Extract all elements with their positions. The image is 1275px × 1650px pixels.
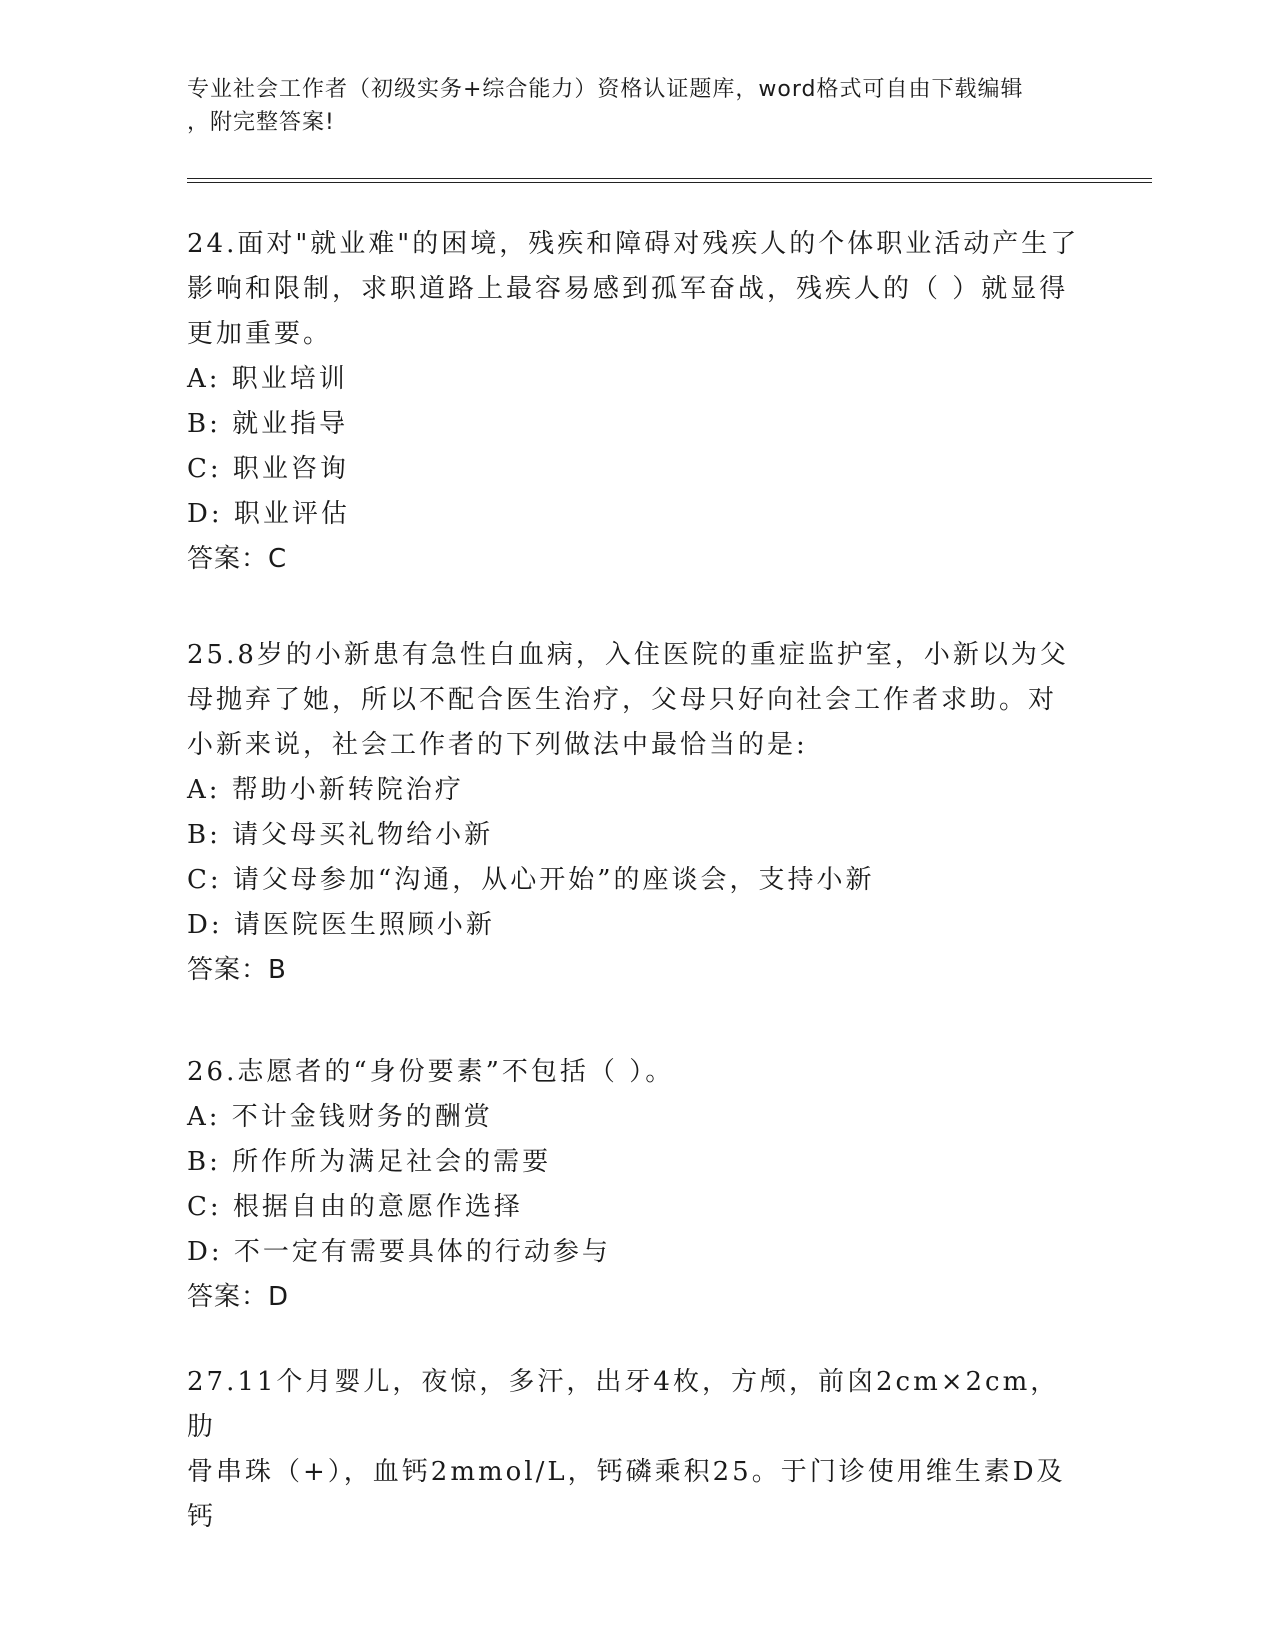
answer: 答案：B: [187, 955, 287, 985]
question-stem-line: 24.面对"就业难"的困境，残疾和障碍对残疾人的个体职业活动产生了: [187, 229, 1080, 259]
question-stem-line: 26.志愿者的“身份要素”不包括（ ）。: [187, 1057, 675, 1087]
answer: 答案：D: [187, 1282, 290, 1312]
question-26: [187, 1050, 1087, 1320]
header-line-2: ，附完整答案!: [187, 110, 335, 135]
option-c: C: 请父母参加“沟通，从心开始”的座谈会，支持小新: [187, 865, 875, 895]
header-divider-bottom: [187, 182, 1152, 183]
option-b: B: 就业指导: [187, 409, 349, 439]
question-stem-line: 小新来说，社会工作者的下列做法中最恰当的是:: [187, 730, 808, 760]
question-25: [187, 633, 1087, 993]
question-24: [187, 222, 1087, 582]
answer: 答案：C: [187, 544, 288, 574]
question-stem-line: 母抛弃了她，所以不配合医生治疗，父母只好向社会工作者求助。对: [187, 685, 1058, 715]
option-a: A: 帮助小新转院治疗: [187, 775, 464, 805]
header-line-1: 专业社会工作者（初级实务+综合能力）资格认证题库，word格式可自由下载编辑: [187, 77, 1024, 102]
option-a: A: 不计金钱财务的酬赏: [187, 1102, 493, 1132]
question-27: [187, 1360, 1087, 1540]
option-d: D: 职业评估: [187, 499, 350, 529]
question-stem-line: 25.8岁的小新患有急性白血病，入住医院的重症监护室，小新以为父: [187, 640, 1069, 670]
question-stem-line: 骨串珠（+），血钙2mmol/L，钙磷乘积25。于门诊使用维生素D及钙: [187, 1457, 1066, 1532]
option-b: B: 所作所为满足社会的需要: [187, 1147, 552, 1177]
option-b: B: 请父母买礼物给小新: [187, 820, 494, 850]
option-c: C: 职业咨询: [187, 454, 349, 484]
question-stem-line: 27.11个月婴儿，夜惊，多汗，出牙4枚，方颅，前囟2cm×2cm，肋: [187, 1367, 1060, 1442]
option-c: C: 根据自由的意愿作选择: [187, 1192, 523, 1222]
header-divider-top: [187, 178, 1152, 179]
document-header: [187, 73, 1067, 139]
question-stem-line: 影响和限制，求职道路上最容易感到孤军奋战，残疾人的（ ）就显得: [187, 274, 1069, 304]
question-stem-line: 更加重要。: [187, 319, 333, 349]
option-a: A: 职业培训: [187, 364, 348, 394]
option-d: D: 不一定有需要具体的行动参与: [187, 1237, 611, 1267]
option-d: D: 请医院医生照顾小新: [187, 910, 495, 940]
